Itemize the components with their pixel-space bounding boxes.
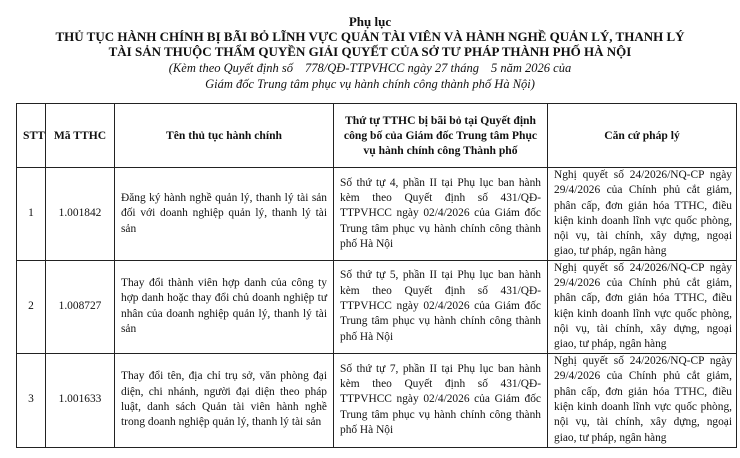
table-row	[17, 168, 737, 261]
cell-order-in-decision: Số thứ tự 5, phần II tại Phụ lục ban hành kèm theo Quyết định số 431/QĐ-TTPVHCC ngày 02/4/2026 của Giám đốc Trung tâm phục vụ hành chính công thành phố Hà Nội	[334, 260, 548, 353]
decision-reference-prefix: (Kèm theo Quyết định số	[168, 61, 294, 75]
cell-stt: 1	[17, 168, 46, 261]
cell-code: 1.008727	[46, 260, 115, 353]
table-row	[17, 353, 737, 447]
header-order-in-decision: Thứ tự TTHC bị bãi bỏ tại Quyết định công bố của Giám đốc Trung tâm Phục vụ hành chính công Thành phố	[334, 104, 548, 168]
document-heading-line-2: TÀI SẢN THUỘC THẨM QUYỀN GIẢI QUYẾT CỦA SỞ TƯ PHÁP THÀNH PHỐ HÀ NỘI	[108, 44, 632, 59]
cell-order-in-decision: Số thứ tự 4, phần II tại Phụ lục ban hành kèm theo Quyết định số 431/QĐ-TTPVHCC ngày 02/4/2026 của Giám đốc Trung tâm phục vụ hành chính công thành phố Hà Nội	[334, 168, 548, 261]
header-legal-basis: Căn cứ pháp lý	[548, 104, 737, 168]
procedures-table	[16, 103, 737, 448]
table-row	[17, 260, 737, 353]
cell-procedure-name: Đăng ký hành nghề quản lý, thanh lý tài sản đối với doanh nghiệp quản lý, thanh lý tài sản	[115, 168, 334, 261]
cell-code: 1.001633	[46, 353, 115, 447]
header-procedure-name: Tên thủ tục hành chính	[115, 104, 334, 168]
decision-year: 5 năm 2026 của	[491, 61, 572, 75]
cell-order-in-decision: Số thứ tự 7, phần II tại Phụ lục ban hành kèm theo Quyết định số 431/QĐ-TTPVHCC ngày 02/4/2026 của Giám đốc Trung tâm phục vụ hành chính công thành phố Hà Nội	[334, 353, 548, 447]
document-heading-line-1: THỦ TỤC HÀNH CHÍNH BỊ BÃI BỎ LĨNH VỰC QUẢN TÀI VIÊN VÀ HÀNH NGHỀ QUẢN LÝ, THANH LÝ	[55, 29, 685, 44]
issuer-line: Giám đốc Trung tâm phục vụ hành chính công thành phố Hà Nội)	[205, 77, 535, 91]
table-header-row	[17, 104, 737, 168]
cell-code: 1.001842	[46, 168, 115, 261]
cell-stt: 2	[17, 260, 46, 353]
cell-stt: 3	[17, 353, 46, 447]
appendix-title: Phụ lục	[348, 14, 392, 29]
cell-procedure-name: Thay đổi tên, địa chỉ trụ sở, văn phòng đại diện, chi nhánh, người đại diện theo pháp luật, danh sách Quản tài viên hành nghề trong doanh nghiệp quản lý, thanh lý tài sản	[115, 353, 334, 447]
cell-legal-basis: Nghị quyết số 24/2026/NQ-CP ngày 29/4/2026 của Chính phủ cắt giảm, phân cấp, đơn giản hóa TTHC, điều kiện kinh doanh lĩnh vực quốc phòng, nội vụ, tài chính, xây dựng, ngoại giao, tư pháp, ngân hàng	[548, 353, 737, 447]
cell-legal-basis: Nghị quyết số 24/2026/NQ-CP ngày 29/4/2026 của Chính phủ cắt giảm, phân cấp, đơn giản hóa TTHC, điều kiện kinh doanh lĩnh vực quốc phòng, nội vụ, tài chính, xây dựng, ngoại giao, tư pháp, ngân hàng	[548, 260, 737, 353]
header-code: Mã TTHC	[46, 104, 115, 168]
cell-procedure-name: Thay đổi thành viên hợp danh của công ty hợp danh hoặc thay đổi chủ doanh nghiệp tư nhân của doanh nghiệp quản lý, thanh lý tài sản	[115, 260, 334, 353]
decision-reference	[0, 61, 740, 76]
cell-legal-basis: Nghị quyết số 24/2026/NQ-CP ngày 29/4/2026 của Chính phủ cắt giảm, phân cấp, đơn giản hóa TTHC, điều kiện kinh doanh lĩnh vực quốc phòng, nội vụ, tài chính, xây dựng, ngoại giao, tư pháp, ngân hàng	[548, 168, 737, 261]
decision-number-date: 778/QĐ-TTPVHCC ngày 27 tháng	[305, 61, 480, 75]
header-stt: STT	[17, 104, 46, 168]
